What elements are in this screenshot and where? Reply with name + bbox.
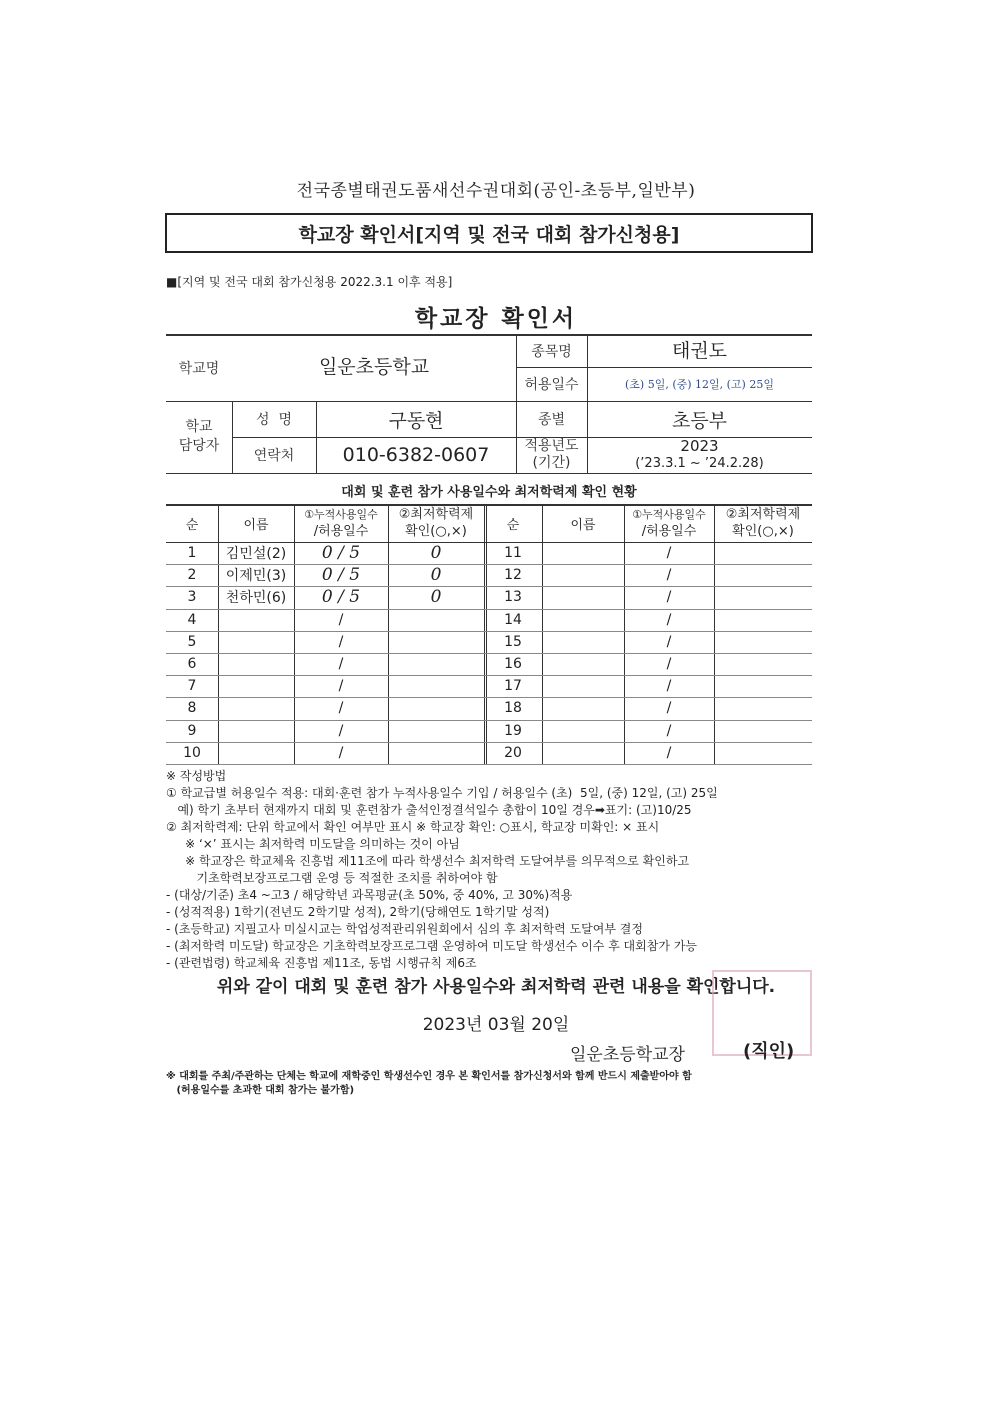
competition-title: 전국종별태권도품새선수권대회(공인-초등부,일반부) bbox=[296, 181, 696, 201]
event-label: 종목명 bbox=[531, 343, 572, 360]
row-name bbox=[218, 609, 294, 631]
row-no: 9 bbox=[187, 722, 197, 739]
method-line: ② 최저학력제: 단위 학교에서 확인 여부만 표시 ※ 학교장 확인: ○표시, 학교장 미확인: × 표시 bbox=[166, 820, 660, 834]
row-days: / bbox=[666, 589, 672, 606]
row-check bbox=[388, 609, 484, 631]
header-days-left bbox=[294, 506, 388, 540]
row-no: 1 bbox=[187, 545, 197, 562]
row-days: / bbox=[666, 700, 672, 717]
method-line: ※ ‘×’ 표시는 최저학력 미도달을 의미하는 것이 아님 bbox=[166, 837, 460, 851]
name-label: 성 명 bbox=[256, 412, 292, 428]
confirmation-date: 2023년 03월 20일 bbox=[422, 1015, 570, 1035]
row-no: 16 bbox=[504, 656, 522, 673]
header-name-right: 이름 bbox=[570, 517, 596, 533]
row-name: 천하민(6) bbox=[225, 590, 287, 607]
row-no: 14 bbox=[504, 611, 522, 628]
row-name: 이제민(3) bbox=[225, 568, 287, 585]
contact-label: 연락처 bbox=[253, 448, 295, 464]
row-no: 6 bbox=[187, 656, 197, 673]
row-check bbox=[388, 697, 484, 719]
contact-value: 010-6382-0607 bbox=[342, 444, 490, 466]
row-no: 7 bbox=[187, 678, 197, 695]
row-days: / bbox=[338, 656, 344, 673]
method-line: - (관련법령) 학교체육 진흥법 제11조, 동법 시행규칙 제6조 bbox=[166, 956, 477, 970]
row-name: 김민설(2) bbox=[225, 546, 287, 563]
header-days-right bbox=[624, 506, 714, 540]
row-days: / bbox=[666, 744, 672, 761]
row-days: / bbox=[666, 611, 672, 628]
year-label: 적용년도 (기간) bbox=[524, 438, 579, 471]
row-days: / bbox=[666, 545, 672, 562]
header-name-left: 이름 bbox=[243, 517, 269, 533]
row-name bbox=[218, 697, 294, 719]
division-label: 종별 bbox=[537, 412, 566, 428]
header-min-line2: 확인(○,×) bbox=[405, 524, 467, 539]
school-value: 일운초등학교 bbox=[318, 355, 430, 378]
method-line: - (최저학력 미도달) 학교장은 기초학력보장프로그램 운영하여 미도달 학생선수 이수 후 대회참가 가능 bbox=[166, 939, 697, 953]
row-days: 0 / 5 bbox=[321, 565, 361, 586]
method-line: 예) 학기 초부터 현재까지 대회 및 훈련참가 출석인정결석일수 총합이 10일 경우➡표기: (고)10/25 bbox=[166, 803, 692, 817]
confirmation-statement: 위와 같이 대회 및 훈련 참가 사용일수와 최저학력 관련 내용을 확인합니다. bbox=[216, 977, 776, 997]
row-no: 11 bbox=[504, 545, 522, 562]
allowed-label: 허용일수 bbox=[524, 377, 579, 393]
name-value: 구동현 bbox=[388, 409, 444, 432]
row-check bbox=[388, 742, 484, 764]
form-title-box bbox=[165, 213, 813, 253]
row-days: / bbox=[338, 722, 344, 739]
status-title: 대회 및 훈련 참가 사용일수와 최저학력제 확인 현황 bbox=[341, 485, 637, 500]
row-days: / bbox=[338, 744, 344, 761]
row-days: / bbox=[338, 633, 344, 650]
row-no: 10 bbox=[183, 744, 201, 761]
row-no: 18 bbox=[504, 700, 522, 717]
header-no-left: 순 bbox=[185, 517, 199, 533]
allowed-value: (초) 5일, (중) 12일, (고) 25일 bbox=[625, 378, 774, 391]
row-name bbox=[218, 631, 294, 653]
header-min-right bbox=[714, 506, 812, 540]
year-period bbox=[587, 437, 812, 473]
document-title: 학교장 확인서 bbox=[414, 306, 578, 332]
principal-name: 일운초등학교장 bbox=[570, 1045, 685, 1065]
school-label: 학교명 bbox=[178, 360, 220, 377]
header-min-line1: ②최저학력제 bbox=[725, 507, 801, 522]
header-min-line1: ②최저학력제 bbox=[398, 507, 474, 522]
header-min-left bbox=[388, 506, 484, 540]
row-days: 0 / 5 bbox=[321, 543, 361, 564]
seal-label: (직인) bbox=[743, 1041, 795, 1062]
row-check: 0 bbox=[430, 565, 442, 586]
row-check bbox=[388, 720, 484, 742]
row-no: 2 bbox=[187, 567, 197, 584]
applicability-note: ■[지역 및 전국 대회 참가신청용 2022.3.1 이후 적용] bbox=[166, 275, 453, 289]
row-check bbox=[388, 631, 484, 653]
footnote-line-1: ※ 대회를 주최/주관하는 단체는 학교에 재학중인 학생선수인 경우 본 확인서를 참가신청서와 함께 반드시 제출받아야 함 bbox=[166, 1071, 692, 1082]
row-no: 15 bbox=[504, 633, 522, 650]
row-days: / bbox=[338, 678, 344, 695]
row-check bbox=[388, 675, 484, 697]
row-days: / bbox=[666, 633, 672, 650]
header-days-line2: /허용일수 bbox=[641, 524, 697, 539]
row-check bbox=[388, 653, 484, 675]
form-title: 학교장 확인서[지역 및 전국 대회 참가신청용] bbox=[298, 223, 680, 246]
division-value: 초등부 bbox=[671, 409, 728, 432]
row-days: / bbox=[338, 611, 344, 628]
header-days-line1: ①누적사용일수 bbox=[632, 508, 706, 521]
method-line: - (성적적용) 1학기(전년도 2학기말 성적), 2학기(당해연도 1학기말 성적) bbox=[166, 905, 550, 919]
row-no: 4 bbox=[187, 611, 197, 628]
header-days-line2: /허용일수 bbox=[313, 524, 369, 539]
row-no: 13 bbox=[504, 589, 522, 606]
row-no: 8 bbox=[187, 700, 197, 717]
row-name bbox=[218, 653, 294, 675]
period-value: (’23.3.1 ~ ’24.2.28) bbox=[635, 456, 764, 471]
row-no: 12 bbox=[504, 567, 522, 584]
method-line: - (대상/기준) 초4 ~고3 / 해당학년 과목평균(초 50%, 중 40%, 고 30%)적용 bbox=[166, 888, 573, 902]
row-days: / bbox=[666, 678, 672, 695]
row-name bbox=[218, 742, 294, 764]
manager-label: 학교 담당자 bbox=[178, 419, 220, 454]
row-name bbox=[218, 720, 294, 742]
row-days: 0 / 5 bbox=[321, 587, 361, 608]
status-table bbox=[166, 504, 812, 764]
row-name bbox=[218, 675, 294, 697]
row-days: / bbox=[666, 656, 672, 673]
row-no: 20 bbox=[504, 744, 522, 761]
method-line: ① 학교급별 허용일수 적용: 대회·훈련 참가 누적사용일수 기입 / 허용일수 (초) 5일, (중) 12일, (고) 25일 bbox=[166, 786, 718, 800]
header-no-right: 순 bbox=[506, 517, 520, 533]
row-no: 17 bbox=[504, 678, 522, 695]
header-min-line2: 확인(○,×) bbox=[732, 524, 794, 539]
row-no: 19 bbox=[504, 722, 522, 739]
row-no: 3 bbox=[187, 589, 197, 606]
row-days: / bbox=[666, 567, 672, 584]
year-value: 2023 bbox=[680, 437, 719, 455]
event-value: 태권도 bbox=[671, 339, 728, 362]
header-days-line1: ①누적사용일수 bbox=[304, 508, 378, 521]
method-line: - (초등학교) 지필고사 미실시교는 학업성적관리위원회에서 심의 후 최저학력 도달여부 결정 bbox=[166, 922, 643, 936]
footnote bbox=[166, 1070, 692, 1098]
row-check: 0 bbox=[430, 587, 442, 608]
status-rows bbox=[166, 542, 812, 764]
row-days: / bbox=[666, 722, 672, 739]
method-line: ※ 작성방법 bbox=[166, 769, 227, 783]
row-days: / bbox=[338, 700, 344, 717]
row-check: 0 bbox=[430, 543, 442, 564]
method-line: 기초학력보장프로그램 운영 등 적절한 조치를 취하여야 함 bbox=[166, 871, 498, 885]
method-line: ※ 학교장은 학교체육 진흥법 제11조에 따라 학생선수 최저학력 도달여부를 의무적으로 확인하고 bbox=[166, 854, 690, 868]
footnote-line-2: (허용일수를 초과한 대회 참가는 불가함) bbox=[166, 1085, 355, 1096]
row-no: 5 bbox=[187, 633, 197, 650]
